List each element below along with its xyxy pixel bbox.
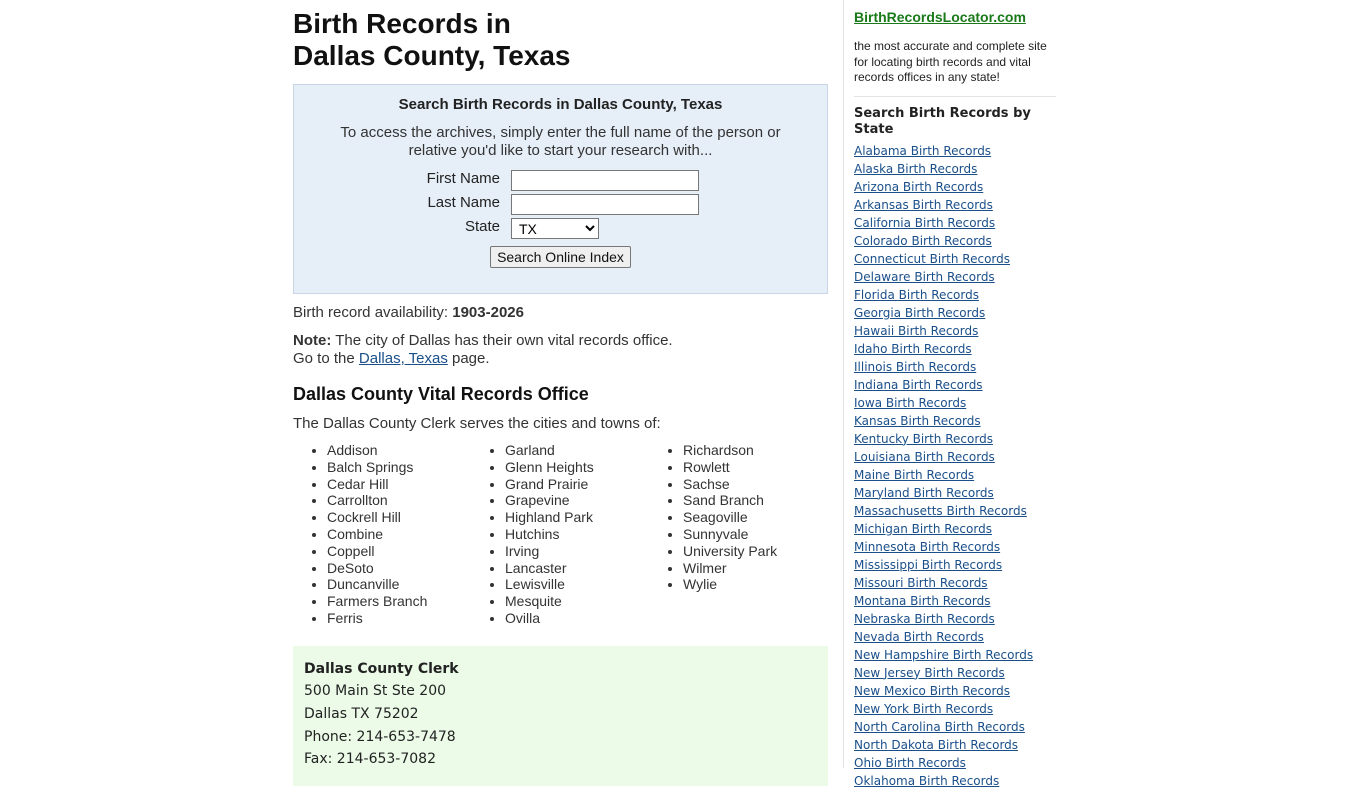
clerk-address-line1: 500 Main St Ste 200 [304,683,447,700]
city-list-item: • Rowlett [683,459,827,476]
state-birth-records-link[interactable]: Mississippi Birth Records [854,557,1003,572]
state-birth-records-link[interactable]: North Dakota Birth Records [854,737,1019,752]
state-birth-records-link[interactable]: Nebraska Birth Records [854,611,995,626]
state-list-item [854,430,1059,448]
note-go-suffix: page. [452,350,490,367]
first-name-row [294,167,827,191]
state-birth-records-link[interactable]: Idaho Birth Records [854,341,972,356]
city-list-item: • Balch Springs [327,459,471,476]
sidebar-separator [854,96,1056,97]
state-list-item [854,160,1059,178]
state-birth-records-link[interactable]: Iowa Birth Records [854,395,967,410]
last-name-row [294,191,827,215]
state-list-item [854,646,1059,664]
state-birth-records-link[interactable]: Alaska Birth Records [854,161,978,176]
state-select[interactable] [511,218,599,239]
city-list-item: • Lancaster [505,560,649,577]
state-list-item [854,664,1059,682]
state-birth-records-link[interactable]: Indiana Birth Records [854,377,983,392]
availability-label: Birth record availability: [293,304,449,321]
city-list-item: • Hutchins [505,526,649,543]
state-birth-records-link[interactable]: Illinois Birth Records [854,359,977,374]
state-list-item [854,772,1059,790]
state-list-item [854,232,1059,250]
state-birth-records-link[interactable]: New Jersey Birth Records [854,665,1005,680]
search-form-box [293,84,828,294]
city-list-item: • Sand Branch [683,492,827,509]
state-birth-records-link[interactable]: Louisiana Birth Records [854,449,995,464]
state-list-item [854,196,1059,214]
state-birth-records-link[interactable]: Nevada Birth Records [854,629,984,644]
city-list-item: • Irving [505,543,649,560]
state-link-list [854,142,1059,790]
city-list-item: • Ferris [327,610,471,627]
state-list-item [854,718,1059,736]
state-birth-records-link[interactable]: Ohio Birth Records [854,755,966,770]
state-birth-records-link[interactable]: Oklahoma Birth Records [854,773,1000,788]
state-list-item [854,700,1059,718]
state-birth-records-link[interactable]: North Carolina Birth Records [854,719,1025,734]
city-list-item: • Highland Park [505,509,649,526]
serves-text: The Dallas County Clerk serves the cities and towns of: [293,415,661,432]
city-list-item: • Ovilla [505,610,649,627]
first-name-input[interactable] [511,170,699,191]
submit-wrap [294,246,827,268]
page-title-line2: Dallas County, Texas [293,40,571,71]
state-list-item [854,394,1059,412]
state-list-item [854,736,1059,754]
search-online-index-button[interactable]: Search Online Index [490,246,631,268]
city-list-item: • Addison [327,442,471,459]
note-go-prefix: Go to the [293,350,355,367]
state-list-item [854,448,1059,466]
site-tagline: the most accurate and complete site for locating birth records and vital records offices in any state! [854,39,1047,84]
state-birth-records-link[interactable]: New Hampshire Birth Records [854,647,1034,662]
state-birth-records-link[interactable]: Delaware Birth Records [854,269,995,284]
state-birth-records-link[interactable]: Connecticut Birth Records [854,251,1011,266]
state-list-item [854,628,1059,646]
state-list-item [854,412,1059,430]
state-list-item [854,340,1059,358]
state-list-item [854,682,1059,700]
note-text: The city of Dallas has their own vital records office. [335,332,673,349]
city-list-item: • Mesquite [505,593,649,610]
vital-office-heading: Dallas County Vital Records Office [293,384,589,404]
city-list-item: • Richardson [683,442,827,459]
state-birth-records-link[interactable]: Maryland Birth Records [854,485,994,500]
search-form-title: Search Birth Records in Dallas County, Texas [398,96,723,113]
state-birth-records-link[interactable]: Hawaii Birth Records [854,323,979,338]
state-birth-records-link[interactable]: Minnesota Birth Records [854,539,1001,554]
state-birth-records-link[interactable]: Missouri Birth Records [854,575,988,590]
state-list-item [854,304,1059,322]
state-list-item [854,142,1059,160]
city-list-item: • Wylie [683,576,827,593]
city-list-item: • Sunnyvale [683,526,827,543]
page-title [293,8,828,72]
city-columns [293,442,828,627]
search-form-fields [294,167,827,239]
state-list-item [854,610,1059,628]
state-list-item [854,574,1059,592]
city-column-3 [649,442,827,627]
page-title-line1: Birth Records in [293,8,511,39]
city-list-item: • Combine [327,526,471,543]
city-list-item: • Lewisville [505,576,649,593]
city-list-item: • Grapevine [505,492,649,509]
state-birth-records-link[interactable]: California Birth Records [854,215,996,230]
clerk-name: Dallas County Clerk [304,660,459,677]
state-birth-records-link[interactable]: Kansas Birth Records [854,413,981,428]
main-content [293,8,828,786]
search-form-intro: To access the archives, simply enter the full name of the person or relative you'd like to start your research with... [340,124,781,159]
state-birth-records-link[interactable]: Maine Birth Records [854,467,975,482]
state-birth-records-link[interactable]: Georgia Birth Records [854,305,986,320]
city-list-item: • Farmers Branch [327,593,471,610]
state-birth-records-link[interactable]: Montana Birth Records [854,593,991,608]
state-list-item [854,484,1059,502]
state-birth-records-link[interactable]: New York Birth Records [854,701,994,716]
city-list-item: • Wilmer [683,560,827,577]
state-list-item [854,322,1059,340]
state-list-item [854,592,1059,610]
state-list-item [854,538,1059,556]
state-list-item [854,214,1059,232]
city-list-item: • Carrollton [327,492,471,509]
state-birth-records-link[interactable]: Kentucky Birth Records [854,431,993,446]
sidebar [854,9,1059,790]
city-list-item: • University Park [683,543,827,560]
state-birth-records-link[interactable]: Arkansas Birth Records [854,197,993,212]
first-name-label: First Name [426,170,500,187]
clerk-contact-box [293,646,828,786]
last-name-input[interactable] [511,194,699,215]
state-label: State [464,218,500,235]
state-birth-records-link[interactable]: Michigan Birth Records [854,521,992,536]
state-list-item [854,358,1059,376]
city-list-item: • Duncanville [327,576,471,593]
city-list-item: • Cedar Hill [327,476,471,493]
state-row [294,215,827,239]
state-birth-records-link[interactable]: Colorado Birth Records [854,233,992,248]
city-list-item: • Coppell [327,543,471,560]
dallas-texas-link[interactable]: Dallas, Texas [358,350,448,367]
state-list-item [854,754,1059,772]
state-list-item [854,286,1059,304]
state-list-item [854,178,1059,196]
city-list-item: • Cockrell Hill [327,509,471,526]
city-list-item: • Sachse [683,476,827,493]
state-list-heading: Search Birth Records by State [854,105,1031,137]
city-list-item: • DeSoto [327,560,471,577]
state-list-item [854,502,1059,520]
state-list-item [854,250,1059,268]
state-birth-records-link[interactable]: Florida Birth Records [854,287,979,302]
state-list-item [854,466,1059,484]
city-list-item: • Seagoville [683,509,827,526]
note [293,332,828,368]
state-list-item [854,376,1059,394]
state-birth-records-link[interactable]: New Mexico Birth Records [854,683,1011,698]
note-label: Note: [293,332,332,349]
state-list-item [854,268,1059,286]
clerk-address-line2: Dallas TX 75202 [304,705,419,722]
city-column-2 [471,442,649,627]
city-column-1 [293,442,471,627]
availability [293,304,828,322]
column-divider [843,0,844,768]
state-birth-records-link[interactable]: Massachusetts Birth Records [854,503,1027,518]
state-birth-records-link[interactable]: Arizona Birth Records [854,179,984,194]
state-list-item [854,556,1059,574]
clerk-fax: Fax: 214-653-7082 [304,751,436,768]
site-home-link[interactable]: BirthRecordsLocator.com [854,9,1026,25]
availability-value: 1903-2026 [452,304,524,321]
city-list-item: • Grand Prairie [505,476,649,493]
last-name-label: Last Name [427,194,500,211]
clerk-phone: Phone: 214-653-7478 [304,728,456,745]
city-list-item: • Glenn Heights [505,459,649,476]
city-list-item: • Garland [505,442,649,459]
state-list-item [854,520,1059,538]
state-birth-records-link[interactable]: Alabama Birth Records [854,143,992,158]
